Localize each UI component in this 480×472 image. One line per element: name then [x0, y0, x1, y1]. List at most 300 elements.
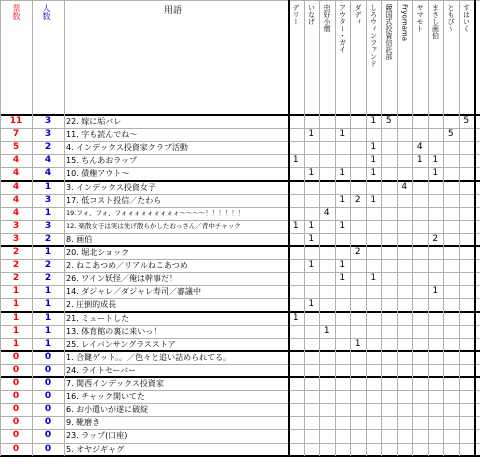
- score-cell[interactable]: 2: [432, 233, 439, 244]
- score-cell[interactable]: [428, 220, 444, 233]
- score-cell[interactable]: [350, 154, 366, 167]
- votes-cell[interactable]: 4: [12, 155, 20, 166]
- score-cell[interactable]: [304, 285, 320, 298]
- term-cell[interactable]: 5. オヤジギャグ: [66, 444, 125, 454]
- score-cell[interactable]: [288, 115, 304, 128]
- people-cell[interactable]: 3: [44, 129, 52, 140]
- score-cell[interactable]: 1: [370, 155, 377, 166]
- score-cell[interactable]: [288, 298, 304, 311]
- votes-cell[interactable]: 2: [12, 260, 20, 271]
- score-cell[interactable]: [319, 154, 335, 167]
- score-cell[interactable]: [319, 115, 335, 128]
- score-cell[interactable]: [335, 312, 351, 325]
- score-cell[interactable]: 1: [339, 220, 346, 231]
- score-cell[interactable]: [443, 115, 459, 128]
- score-cell[interactable]: [304, 154, 320, 167]
- score-cell[interactable]: 1: [339, 273, 346, 284]
- score-cell[interactable]: [412, 377, 428, 390]
- score-cell[interactable]: [350, 351, 366, 364]
- score-cell[interactable]: [397, 141, 413, 154]
- score-cell[interactable]: [350, 312, 366, 325]
- score-cell[interactable]: [443, 298, 459, 311]
- score-cell[interactable]: [459, 416, 475, 429]
- score-cell[interactable]: [335, 390, 351, 403]
- score-cell[interactable]: [288, 207, 304, 220]
- votes-cell[interactable]: 3: [12, 220, 20, 231]
- term-cell[interactable]: 2. ねこあつめ／リアルねこあつめ: [66, 261, 188, 271]
- score-cell[interactable]: 1: [308, 299, 315, 310]
- score-cell[interactable]: [350, 285, 366, 298]
- score-cell[interactable]: 1: [308, 233, 315, 244]
- score-cell[interactable]: [381, 259, 397, 272]
- score-cell[interactable]: [350, 259, 366, 272]
- score-cell[interactable]: [381, 141, 397, 154]
- score-cell[interactable]: [319, 181, 335, 194]
- score-cell[interactable]: [443, 390, 459, 403]
- score-cell[interactable]: [412, 312, 428, 325]
- score-cell[interactable]: [443, 351, 459, 364]
- votes-cell[interactable]: 0: [12, 404, 20, 415]
- score-cell[interactable]: [288, 416, 304, 429]
- score-cell[interactable]: [412, 259, 428, 272]
- score-cell[interactable]: [443, 312, 459, 325]
- score-cell[interactable]: [350, 364, 366, 377]
- term-cell[interactable]: 12. 楽散女子は実は先げ散らかしたおっさん／背中チャック: [66, 221, 241, 230]
- score-cell[interactable]: [335, 233, 351, 246]
- score-cell[interactable]: [459, 377, 475, 390]
- people-cell[interactable]: 1: [44, 312, 52, 323]
- score-cell[interactable]: [459, 443, 475, 456]
- score-cell[interactable]: 2: [354, 194, 361, 205]
- score-cell[interactable]: [381, 377, 397, 390]
- people-cell[interactable]: 1: [44, 325, 52, 336]
- score-cell[interactable]: [366, 364, 382, 377]
- score-cell[interactable]: [335, 416, 351, 429]
- score-cell[interactable]: [350, 272, 366, 285]
- votes-cell[interactable]: 0: [12, 430, 20, 441]
- score-cell[interactable]: [459, 233, 475, 246]
- score-cell[interactable]: [428, 207, 444, 220]
- score-cell[interactable]: [288, 429, 304, 442]
- score-cell[interactable]: [335, 429, 351, 442]
- score-cell[interactable]: [319, 390, 335, 403]
- people-cell[interactable]: 2: [44, 273, 52, 284]
- votes-cell[interactable]: 0: [12, 364, 20, 375]
- score-cell[interactable]: [381, 154, 397, 167]
- votes-cell[interactable]: 11: [9, 116, 23, 126]
- score-cell[interactable]: [412, 207, 428, 220]
- score-cell[interactable]: [397, 259, 413, 272]
- score-cell[interactable]: [288, 259, 304, 272]
- score-cell[interactable]: [304, 207, 320, 220]
- score-cell[interactable]: [459, 259, 475, 272]
- people-cell[interactable]: 1: [44, 286, 52, 297]
- people-cell[interactable]: 0: [44, 443, 52, 454]
- score-cell[interactable]: [335, 351, 351, 364]
- score-cell[interactable]: [319, 233, 335, 246]
- score-cell[interactable]: [397, 416, 413, 429]
- score-cell[interactable]: [397, 233, 413, 246]
- score-cell[interactable]: [304, 429, 320, 442]
- score-cell[interactable]: [459, 194, 475, 207]
- score-cell[interactable]: [443, 285, 459, 298]
- score-cell[interactable]: [428, 259, 444, 272]
- score-cell[interactable]: 1: [432, 168, 439, 179]
- term-cell[interactable]: 7. 関西インデックス投資家: [66, 379, 164, 388]
- score-cell[interactable]: [412, 351, 428, 364]
- score-cell[interactable]: [366, 298, 382, 311]
- score-cell[interactable]: [288, 325, 304, 338]
- people-cell[interactable]: 0: [44, 351, 52, 362]
- score-cell[interactable]: 1: [339, 260, 346, 271]
- score-cell[interactable]: [350, 443, 366, 456]
- term-cell[interactable]: 25. レイバンサングラスストア: [66, 339, 176, 349]
- score-cell[interactable]: [304, 351, 320, 364]
- term-cell[interactable]: 3. インデックス投資女子: [66, 182, 156, 192]
- score-cell[interactable]: [304, 141, 320, 154]
- score-cell[interactable]: [381, 181, 397, 194]
- score-cell[interactable]: [459, 272, 475, 285]
- score-cell[interactable]: [319, 403, 335, 416]
- score-cell[interactable]: [381, 416, 397, 429]
- term-cell[interactable]: 2. 圧倒的成長: [66, 300, 117, 310]
- score-cell[interactable]: [412, 167, 428, 180]
- term-cell[interactable]: 11. 字も読んでね～: [66, 130, 138, 140]
- score-cell[interactable]: [381, 298, 397, 311]
- score-cell[interactable]: [443, 325, 459, 338]
- score-cell[interactable]: [459, 181, 475, 194]
- term-cell[interactable]: 13. 体育館の裏に来いっ！: [66, 326, 162, 336]
- score-cell[interactable]: [428, 416, 444, 429]
- score-cell[interactable]: [412, 403, 428, 416]
- score-cell[interactable]: [366, 390, 382, 403]
- people-cell[interactable]: 1: [44, 338, 52, 349]
- score-cell[interactable]: [428, 325, 444, 338]
- score-cell[interactable]: [319, 285, 335, 298]
- people-cell[interactable]: 2: [44, 260, 52, 271]
- term-cell[interactable]: 23. ラップ(口座): [66, 431, 128, 441]
- score-cell[interactable]: [443, 220, 459, 233]
- score-cell[interactable]: [350, 128, 366, 141]
- score-cell[interactable]: [304, 416, 320, 429]
- score-cell[interactable]: 1: [370, 116, 377, 126]
- term-cell[interactable]: 4. インデックス投資家クラブ活動: [66, 143, 188, 153]
- score-cell[interactable]: [366, 338, 382, 351]
- score-cell[interactable]: [366, 128, 382, 141]
- score-cell[interactable]: [397, 351, 413, 364]
- people-cell[interactable]: 0: [44, 417, 52, 428]
- score-cell[interactable]: [412, 233, 428, 246]
- people-cell[interactable]: 3: [44, 220, 52, 231]
- score-cell[interactable]: [381, 390, 397, 403]
- score-cell[interactable]: [428, 181, 444, 194]
- score-cell[interactable]: [459, 154, 475, 167]
- score-cell[interactable]: [381, 403, 397, 416]
- score-cell[interactable]: 4: [416, 142, 423, 153]
- score-cell[interactable]: [381, 194, 397, 207]
- score-cell[interactable]: [366, 325, 382, 338]
- score-cell[interactable]: [319, 194, 335, 207]
- score-cell[interactable]: 1: [370, 142, 377, 153]
- score-cell[interactable]: [366, 220, 382, 233]
- score-cell[interactable]: [288, 443, 304, 456]
- score-cell[interactable]: [428, 246, 444, 259]
- score-cell[interactable]: [443, 246, 459, 259]
- score-cell[interactable]: [412, 338, 428, 351]
- score-cell[interactable]: [366, 377, 382, 390]
- score-cell[interactable]: [397, 390, 413, 403]
- score-cell[interactable]: [350, 233, 366, 246]
- score-cell[interactable]: [304, 312, 320, 325]
- score-cell[interactable]: [443, 416, 459, 429]
- term-cell[interactable]: 8. 画伯: [66, 234, 93, 244]
- score-cell[interactable]: [397, 246, 413, 259]
- term-cell[interactable]: 24. ライトセーバー: [66, 365, 137, 375]
- score-cell[interactable]: [288, 128, 304, 141]
- votes-cell[interactable]: 2: [12, 247, 20, 257]
- score-cell[interactable]: [397, 272, 413, 285]
- score-cell[interactable]: [304, 181, 320, 194]
- score-cell[interactable]: 1: [354, 338, 361, 349]
- votes-cell[interactable]: 4: [12, 181, 20, 192]
- score-cell[interactable]: [288, 181, 304, 194]
- people-cell[interactable]: 1: [44, 207, 52, 218]
- score-cell[interactable]: [304, 325, 320, 338]
- score-cell[interactable]: [459, 141, 475, 154]
- score-cell[interactable]: [381, 325, 397, 338]
- score-cell[interactable]: [350, 298, 366, 311]
- score-cell[interactable]: [366, 233, 382, 246]
- score-cell[interactable]: [459, 403, 475, 416]
- score-cell[interactable]: [366, 207, 382, 220]
- score-cell[interactable]: [443, 338, 459, 351]
- score-cell[interactable]: [288, 390, 304, 403]
- score-cell[interactable]: [428, 403, 444, 416]
- score-cell[interactable]: [319, 259, 335, 272]
- votes-cell[interactable]: 2: [12, 273, 20, 284]
- votes-cell[interactable]: 1: [12, 286, 20, 297]
- score-cell[interactable]: [412, 181, 428, 194]
- score-cell[interactable]: [412, 325, 428, 338]
- score-cell[interactable]: [443, 141, 459, 154]
- score-cell[interactable]: [459, 325, 475, 338]
- score-cell[interactable]: 1: [416, 155, 423, 166]
- score-cell[interactable]: [397, 207, 413, 220]
- score-cell[interactable]: [366, 351, 382, 364]
- score-cell[interactable]: 2: [354, 247, 361, 257]
- score-cell[interactable]: [381, 364, 397, 377]
- score-cell[interactable]: [350, 115, 366, 128]
- score-cell[interactable]: [335, 285, 351, 298]
- people-cell[interactable]: 0: [44, 364, 52, 375]
- votes-cell[interactable]: 4: [12, 194, 20, 205]
- score-cell[interactable]: [397, 377, 413, 390]
- score-cell[interactable]: [288, 403, 304, 416]
- people-cell[interactable]: 0: [44, 430, 52, 441]
- term-cell[interactable]: 20. 堀北ショック: [66, 248, 130, 257]
- score-cell[interactable]: 1: [323, 325, 330, 336]
- term-cell[interactable]: 21. ミュートした: [66, 313, 130, 323]
- score-cell[interactable]: 1: [370, 168, 377, 179]
- score-cell[interactable]: [304, 115, 320, 128]
- score-cell[interactable]: [288, 272, 304, 285]
- score-cell[interactable]: 1: [339, 129, 346, 140]
- score-cell[interactable]: [335, 325, 351, 338]
- score-cell[interactable]: 4: [401, 181, 408, 192]
- score-cell[interactable]: [397, 128, 413, 141]
- score-cell[interactable]: [366, 259, 382, 272]
- score-cell[interactable]: [397, 338, 413, 351]
- score-cell[interactable]: [335, 338, 351, 351]
- people-cell[interactable]: 0: [44, 404, 52, 415]
- score-cell[interactable]: [319, 377, 335, 390]
- score-cell[interactable]: [397, 364, 413, 377]
- score-cell[interactable]: [428, 443, 444, 456]
- score-cell[interactable]: [443, 403, 459, 416]
- score-cell[interactable]: [412, 429, 428, 442]
- score-cell[interactable]: [335, 298, 351, 311]
- score-cell[interactable]: 1: [308, 168, 315, 179]
- score-cell[interactable]: [350, 416, 366, 429]
- score-cell[interactable]: [288, 364, 304, 377]
- score-cell[interactable]: 5: [447, 129, 454, 140]
- score-cell[interactable]: [335, 115, 351, 128]
- score-cell[interactable]: [443, 154, 459, 167]
- score-cell[interactable]: [366, 181, 382, 194]
- score-cell[interactable]: [350, 220, 366, 233]
- score-cell[interactable]: [397, 194, 413, 207]
- score-cell[interactable]: [428, 194, 444, 207]
- score-cell[interactable]: 4: [323, 207, 330, 218]
- score-cell[interactable]: [350, 167, 366, 180]
- score-cell[interactable]: [335, 403, 351, 416]
- score-cell[interactable]: [366, 312, 382, 325]
- score-cell[interactable]: [366, 416, 382, 429]
- score-cell[interactable]: [304, 377, 320, 390]
- score-cell[interactable]: [335, 246, 351, 259]
- votes-cell[interactable]: 1: [12, 325, 20, 336]
- score-cell[interactable]: [459, 207, 475, 220]
- term-cell[interactable]: 26. ワイン妖怪／俺は幹事だ！: [66, 274, 178, 284]
- score-cell[interactable]: [319, 167, 335, 180]
- score-cell[interactable]: [412, 416, 428, 429]
- score-cell[interactable]: [397, 115, 413, 128]
- score-cell[interactable]: 1: [339, 168, 346, 179]
- score-cell[interactable]: [428, 351, 444, 364]
- score-cell[interactable]: [335, 377, 351, 390]
- score-cell[interactable]: [397, 167, 413, 180]
- score-cell[interactable]: [350, 390, 366, 403]
- score-cell[interactable]: [443, 194, 459, 207]
- score-cell[interactable]: [319, 351, 335, 364]
- score-cell[interactable]: [350, 429, 366, 442]
- score-cell[interactable]: [381, 246, 397, 259]
- votes-cell[interactable]: 0: [12, 378, 20, 388]
- votes-cell[interactable]: 3: [12, 233, 20, 244]
- score-cell[interactable]: [428, 377, 444, 390]
- score-cell[interactable]: [443, 429, 459, 442]
- score-cell[interactable]: [319, 128, 335, 141]
- score-cell[interactable]: [381, 312, 397, 325]
- people-cell[interactable]: 4: [44, 168, 52, 179]
- score-cell[interactable]: [288, 377, 304, 390]
- score-cell[interactable]: 5: [385, 116, 392, 126]
- score-cell[interactable]: [428, 429, 444, 442]
- term-cell[interactable]: 19.フォ、フォ、フォォォォォォォォォ～～～～！！！！！！: [66, 208, 245, 217]
- score-cell[interactable]: 1: [339, 194, 346, 205]
- score-cell[interactable]: [381, 338, 397, 351]
- score-cell[interactable]: [428, 272, 444, 285]
- votes-cell[interactable]: 0: [12, 391, 20, 402]
- score-cell[interactable]: [381, 128, 397, 141]
- score-cell[interactable]: [428, 141, 444, 154]
- score-cell[interactable]: [366, 443, 382, 456]
- votes-cell[interactable]: 0: [12, 417, 20, 428]
- score-cell[interactable]: [459, 128, 475, 141]
- people-cell[interactable]: 0: [44, 378, 52, 388]
- people-cell[interactable]: 2: [44, 142, 52, 153]
- score-cell[interactable]: [335, 207, 351, 220]
- score-cell[interactable]: [319, 298, 335, 311]
- score-cell[interactable]: [288, 233, 304, 246]
- score-cell[interactable]: [397, 154, 413, 167]
- votes-cell[interactable]: 4: [12, 207, 20, 218]
- term-cell[interactable]: 15. ちんあおラップ: [66, 156, 138, 166]
- score-cell[interactable]: [319, 443, 335, 456]
- score-cell[interactable]: [397, 325, 413, 338]
- score-cell[interactable]: [412, 194, 428, 207]
- score-cell[interactable]: [381, 167, 397, 180]
- score-cell[interactable]: [412, 443, 428, 456]
- term-cell[interactable]: 6. お小遣いが遂に破綻: [66, 405, 149, 415]
- score-cell[interactable]: [459, 364, 475, 377]
- score-cell[interactable]: [381, 351, 397, 364]
- score-cell[interactable]: [319, 272, 335, 285]
- score-cell[interactable]: [304, 194, 320, 207]
- score-cell[interactable]: [366, 403, 382, 416]
- score-cell[interactable]: 1: [292, 155, 299, 166]
- score-cell[interactable]: [459, 351, 475, 364]
- score-cell[interactable]: [443, 364, 459, 377]
- score-cell[interactable]: [319, 312, 335, 325]
- score-cell[interactable]: [443, 443, 459, 456]
- term-cell[interactable]: 10. 債権アウト～: [66, 169, 130, 179]
- score-cell[interactable]: [350, 325, 366, 338]
- score-cell[interactable]: [428, 338, 444, 351]
- score-cell[interactable]: [288, 194, 304, 207]
- score-cell[interactable]: [366, 429, 382, 442]
- score-cell[interactable]: [459, 390, 475, 403]
- people-cell[interactable]: 4: [44, 155, 52, 166]
- score-cell[interactable]: [319, 220, 335, 233]
- score-cell[interactable]: [397, 298, 413, 311]
- score-cell[interactable]: [319, 338, 335, 351]
- score-cell[interactable]: [366, 285, 382, 298]
- score-cell[interactable]: [288, 285, 304, 298]
- score-cell[interactable]: [304, 390, 320, 403]
- score-cell[interactable]: [397, 220, 413, 233]
- votes-cell[interactable]: 1: [12, 299, 20, 310]
- votes-cell[interactable]: 4: [12, 168, 20, 179]
- score-cell[interactable]: [304, 246, 320, 259]
- score-cell[interactable]: [412, 298, 428, 311]
- score-cell[interactable]: 1: [370, 273, 377, 284]
- score-cell[interactable]: [428, 115, 444, 128]
- score-cell[interactable]: [443, 181, 459, 194]
- people-cell[interactable]: 3: [44, 194, 52, 205]
- score-cell[interactable]: [288, 167, 304, 180]
- score-cell[interactable]: [459, 285, 475, 298]
